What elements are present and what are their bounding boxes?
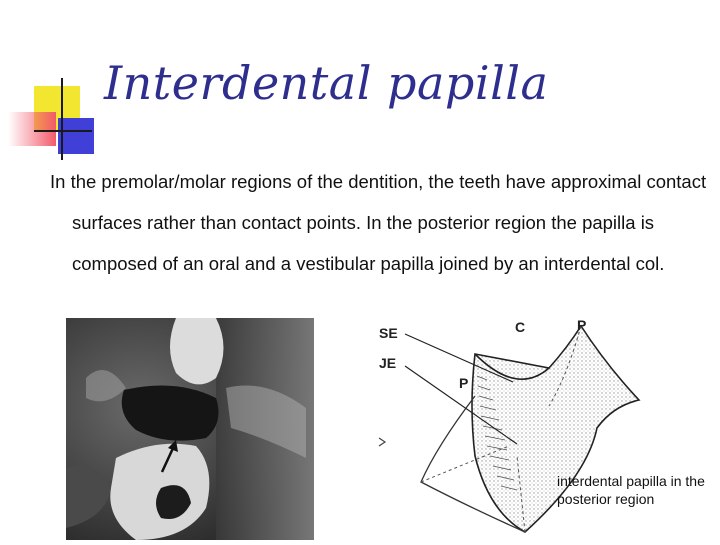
decor-blue-square [58, 118, 94, 154]
diagram-caption: interdental papilla in the posterior region [557, 473, 705, 507]
label-p-top: P [577, 317, 587, 333]
slide-paragraph: In the premolar/molar regions of the dentition, the teeth have approximal contact surfaces rather than contact points. In the posterior region the papilla is composed of an oral and a vestibular papilla joined by an interdental col. [50, 171, 707, 274]
clinical-photo [66, 318, 314, 540]
decor-vertical-line [61, 78, 63, 160]
decor-horizontal-line [34, 130, 92, 132]
decor-red-bar [8, 112, 56, 146]
slide-title: Interdental papilla [104, 56, 549, 110]
label-c: C [515, 319, 526, 335]
label-p-left: P [459, 375, 469, 391]
label-je: JE [379, 355, 397, 371]
label-se: SE [379, 325, 398, 341]
arrow-icon [158, 438, 182, 474]
